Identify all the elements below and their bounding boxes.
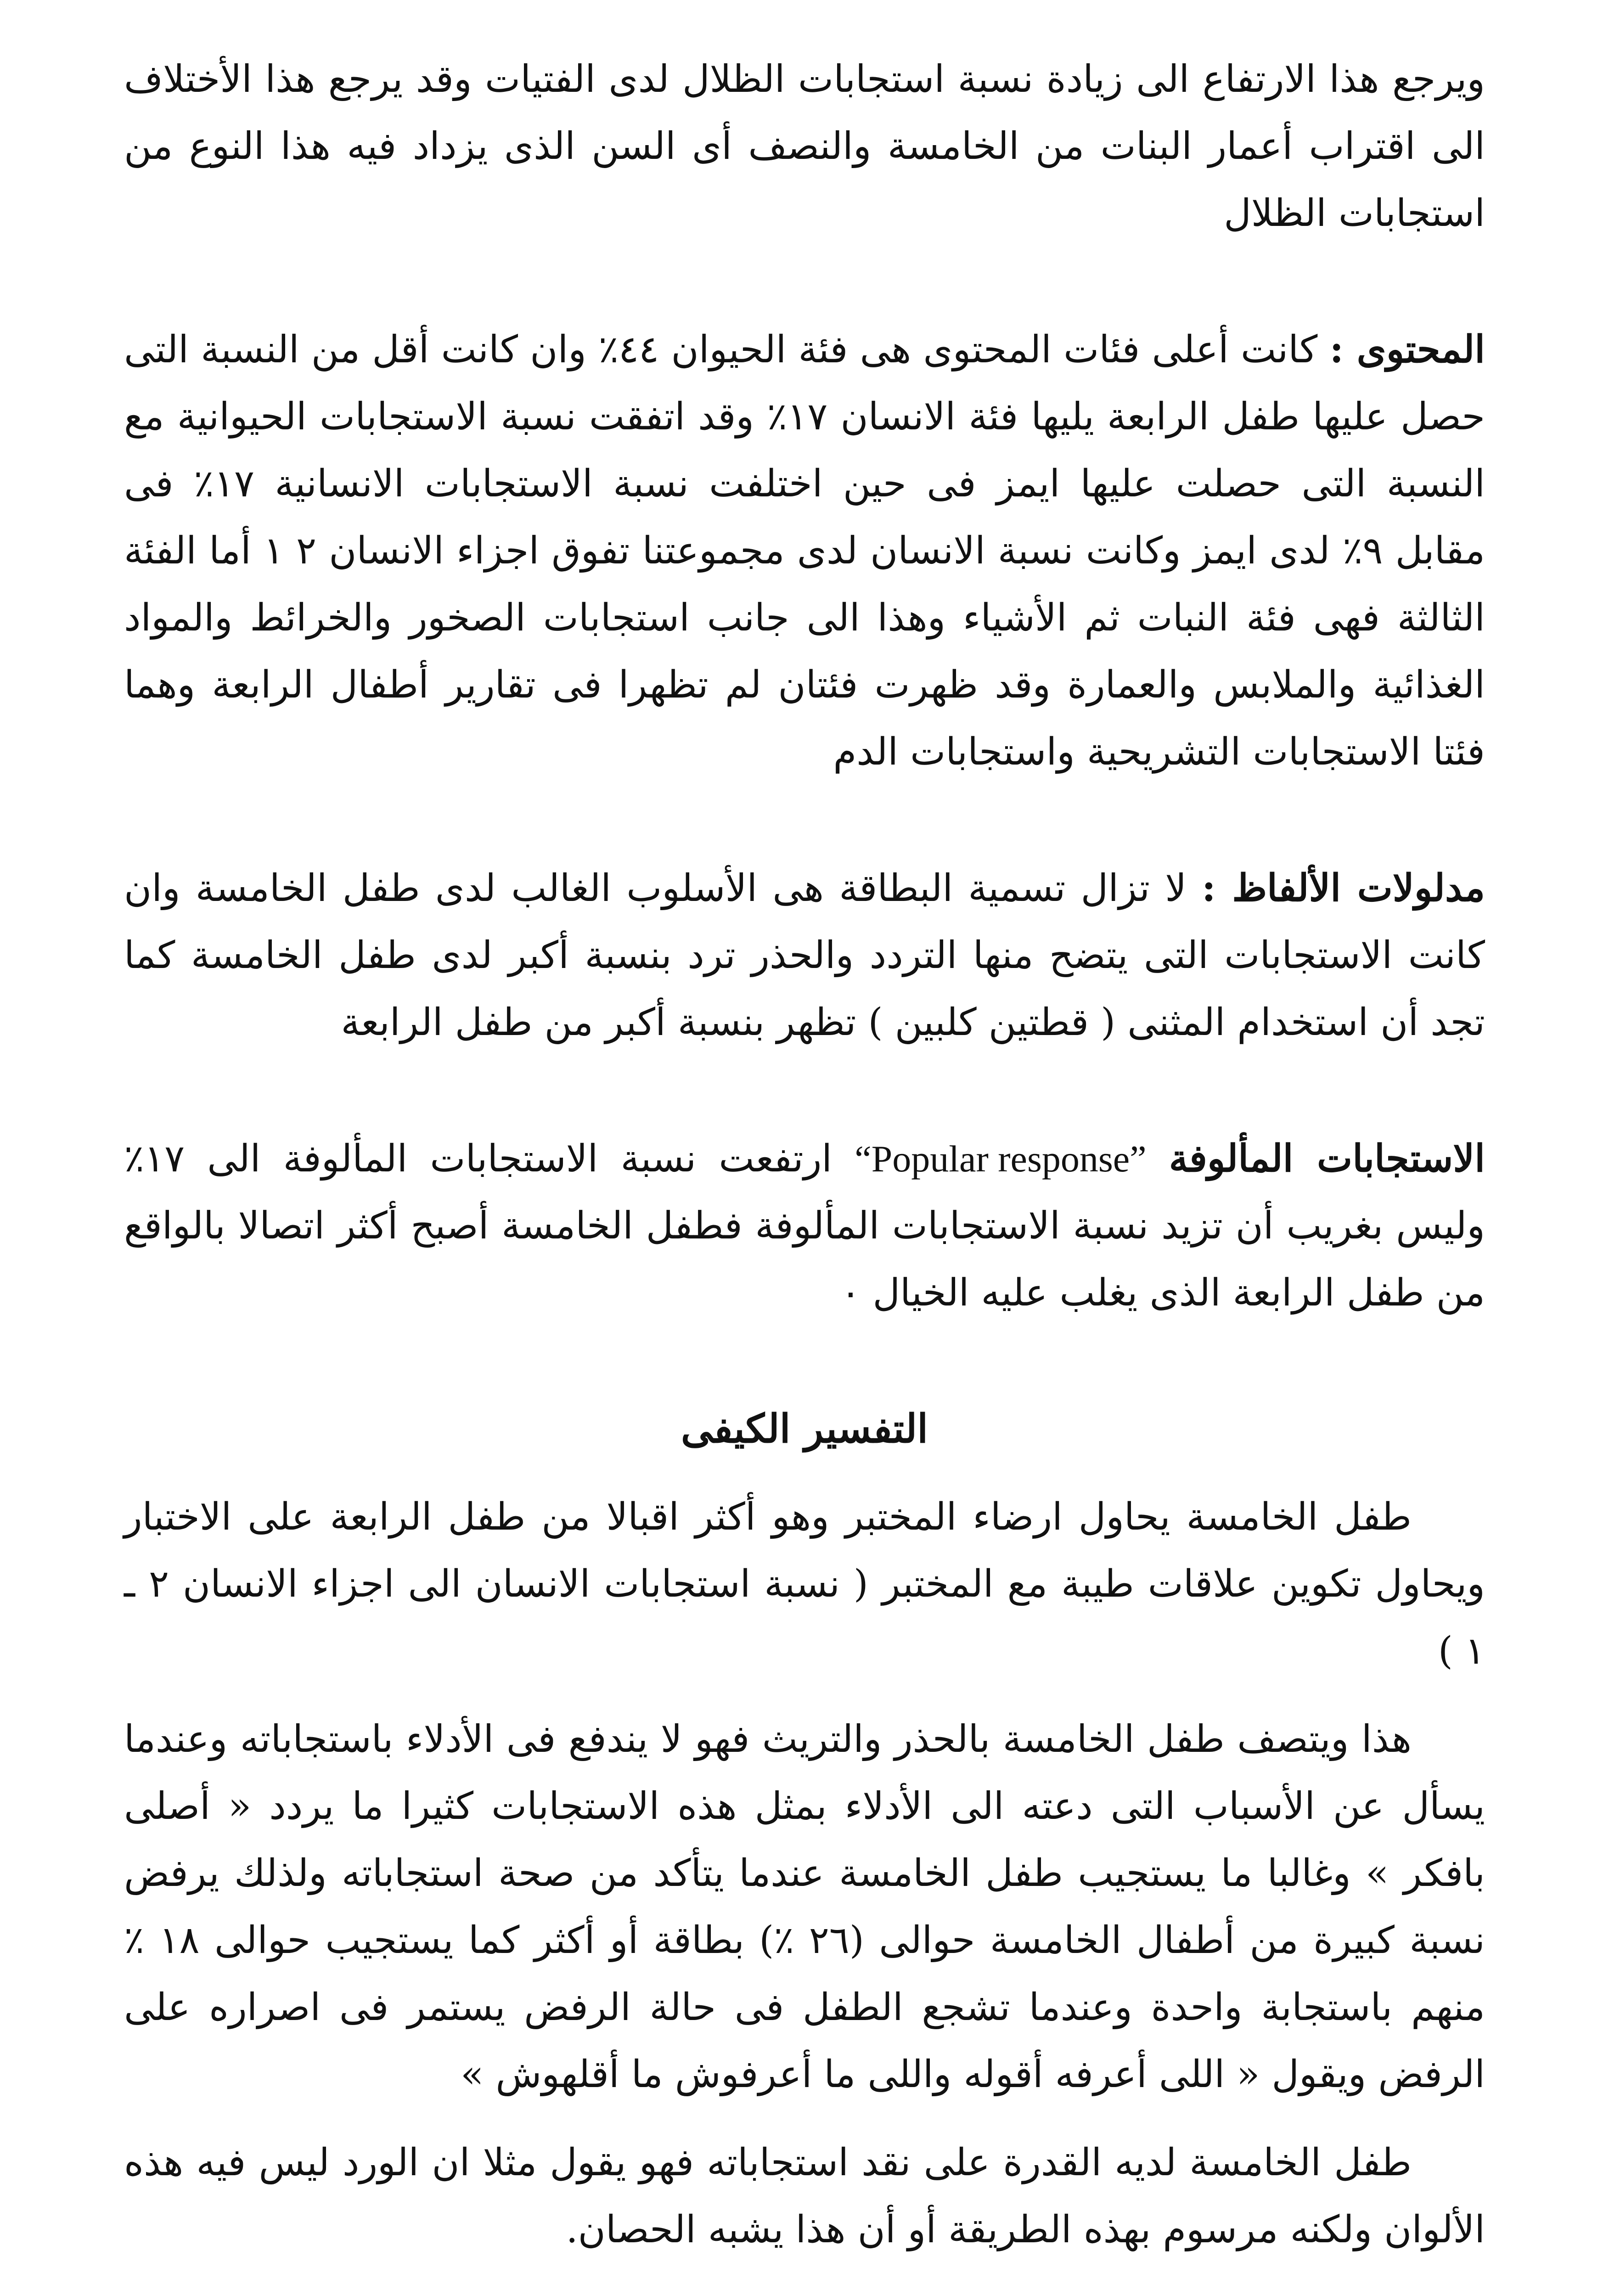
paragraph-text: هذا ويتصف طفل الخامسة بالحذر والتريث فهو لا يندفع فى الأدلاء باستجاباته وعندما يسأل عن الأسباب التى دعته الى الأدلاء بمثل هذه الاستجابات كثيرا ما يردد « أصلى بافكر » وغالبا ما يستجيب طفل الخامسة عندما يتأكد من صحة استجاباته ولذلك يرفض نسبة كبيرة من أطفال الخامسة حوالى (٢٦ ٪) بطاقة أو أكثر كما يستجيب حوالى ١٨ ٪ منهم باستجابة واحدة وعندما تشجع الطفل فى حالة الرفض يستمر فى اصراره على الرفض ويقول « اللى أعرفه أقوله واللى ما أعرفوش ما أقلهوش » xyxy=(124,1717,1485,2096)
paragraph-text: ويرجع هذا الارتفاع الى زيادة نسبة استجابات الظلال لدى الفتيات وقد يرجع هذا الأختلاف الى اقتراب أعمار البنات من الخامسة والنصف أى السن الذى يزداد فيه هذا النوع من استجابات الظلال xyxy=(124,57,1485,235)
paragraph-qualitative-3 xyxy=(124,2129,1485,2263)
section-title: التفسير الكيفى xyxy=(681,1406,928,1452)
paragraph-word-meanings xyxy=(124,855,1485,1056)
paragraph-text: ارتفعت نسبة الاستجابات المألوفة الى ١٧٪ وليس بغريب أن تزيد نسبة الاستجابات المألوفة فطفل الخامسة أصبح أكثر اتصالا بالواقع من طفل الرابعة الذى يغلب عليه الخيال ٠ xyxy=(124,1137,1485,1315)
paragraph-heading-word-meanings: مدلولات الألفاظ : xyxy=(1202,866,1485,910)
english-term: “Popular response” xyxy=(855,1138,1147,1180)
paragraph-heading-popular-responses: الاستجابات المألوفة xyxy=(1169,1137,1485,1181)
paragraph-content xyxy=(124,316,1485,786)
paragraph-text: طفل الخامسة يحاول ارضاء المختبر وهو أكثر اقبالا من طفل الرابعة على الاختبار ويحاول تكوين علاقات طيبة مع المختبر ( نسبة استجابات الانسان الى اجزاء الانسان ٢ ـ ١ ) xyxy=(124,1495,1485,1673)
paragraph-qualitative-2 xyxy=(124,1706,1485,2108)
paragraph-text: كانت أعلى فئات المحتوى هى فئة الحيوان ٤٤٪ وان كانت أقل من النسبة التى حصل عليها طفل الرابعة يليها فئة الانسان ١٧٪ وقد اتفقت نسبة الاستجابات الحيوانية مع النسبة التى حصلت عليها ايمز فى حين اختلفت نسبة الاستجابات الانسانية ١٧٪ فى مقابل ٩٪ لدى ايمز وكانت نسبة الانسان لدى مجموعتنا تفوق اجزاء الانسان ٢ ١ أما الفئة الثالثة فهى فئة النبات ثم الأشياء وهذا الى جانب استجابات الصخور والخرائط والمواد الغذائية والملابس والعمارة وقد ظهرت فئتان لم تظهرا فى تقارير أطفال الرابعة وهما فئتا الاستجابات التشريحية واستجابات الدم xyxy=(124,328,1485,774)
paragraph-heading-content: المحتوى : xyxy=(1329,327,1485,371)
paragraph-qualitative-1 xyxy=(124,1484,1485,1685)
paragraph-text: طفل الخامسة لديه القدرة على نقد استجاباته فهو يقول مثلا ان الورد ليس فيه هذه الألوان ولكنه مرسوم بهذه الطريقة أو أن هذا يشبه الحصان. xyxy=(124,2141,1485,2251)
paragraph-shadow-responses xyxy=(124,46,1485,247)
paragraph-text: لا تزال تسمية البطاقة هى الأسلوب الغالب لدى طفل الخامسة وان كانت الاستجابات التى يتضح منها التردد والحذر ترد بنسبة أكبر لدى طفل الخامسة كما تجد أن استخدام المثنى ( قطتين كلبين ) تظهر بنسبة أكبر من طفل الرابعة xyxy=(124,867,1485,1044)
paragraph-popular-responses xyxy=(124,1125,1485,1327)
